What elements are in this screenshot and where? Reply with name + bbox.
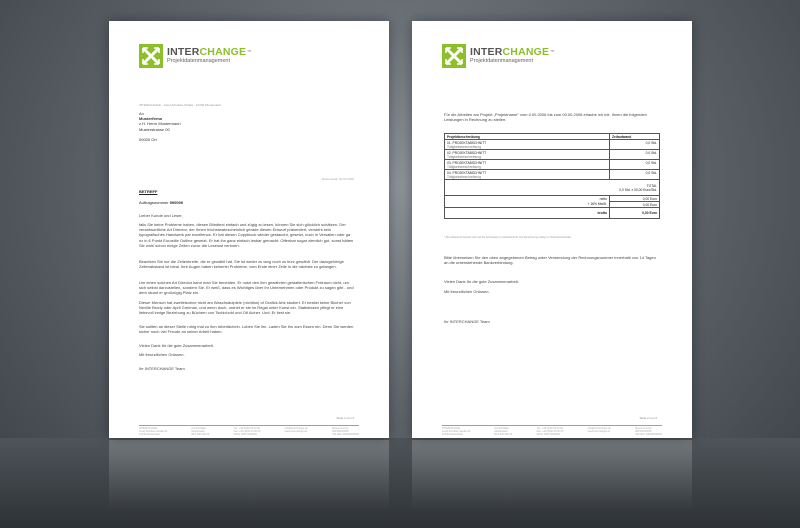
interchange-logo-icon <box>442 44 466 68</box>
page-reflection <box>412 440 692 510</box>
signature: Ihr INTERCHANGE Team <box>444 319 490 324</box>
netto-row: netto 0,00 Euro <box>445 196 660 202</box>
interchange-logo-icon <box>139 44 163 68</box>
table-row: 02. PROJEKTABSCHNITT Tätigkeitsbeschreibung 0,0 Std. <box>445 150 660 160</box>
brutto-row: brutto 0,00 Euro <box>445 208 660 219</box>
greeting: Lieber Kunde und Leser, <box>139 213 183 218</box>
table-row: 04. PROJEKTABSCHNITT Tätigkeitsbeschreibung 0,0 Std. <box>445 170 660 180</box>
footer-address: INTERCHANGE Josef-Schultes-Straße 00 12345 Musterstadt <box>442 427 471 437</box>
brand-tagline: Projektdatenmanagement <box>470 58 533 64</box>
page-reflection <box>109 440 389 510</box>
table-row: 03. PROJEKTABSCHNITT Tätigkeitsbeschreibung 0,0 Std. <box>445 160 660 170</box>
footer-bank: Kontoinhaber Musterbank BLZ 000 000 00 <box>191 427 210 437</box>
column-header: Zeitaufwand <box>610 134 660 140</box>
page-footer <box>442 425 662 437</box>
closing-regards: Mit freundlichen Grüssen. <box>139 352 185 357</box>
payment-instruction: Bitte überweisen Sie den oben angegebenen Betrag unter Verwendung der Rechnungsnummer innerhalb von 14 Tagen an die untenstehende Bankverbindung. <box>444 255 656 266</box>
closing-regards: Mit freundlichen Grüssen. <box>444 289 490 294</box>
brand-name: INTERCHANGE™ <box>470 46 555 58</box>
footer-tax: Steuernummer 000/000/00000 USt-IdNr. DE000000000 <box>332 427 359 437</box>
column-header: Projektbeschreibung <box>445 134 610 140</box>
footnote: * Die Arbeitszeit bezieht sich auf die Arbeitszeit pro Arbeitsschritt. Die Abrechnung erfolgt im Viertelstundentakt. <box>444 236 572 239</box>
invoice-intro: Für die Arbeiten am Projekt „Projektname" vom 0.00.2006 bis zum 00.00.2006 erlaube ich mir, Ihnen die folgenden Leistungen in Rechnung zu stellen: <box>444 112 647 123</box>
footer-web: info@interchange.de www.interchange.de <box>284 427 308 434</box>
order-number: Auftragsnummer 000000 <box>139 200 184 205</box>
project-table <box>444 133 660 219</box>
letter-paragraph: Beachten Sie nur die Zeilenbreite, die er gewählt hat. Sie ist weder zu lang noch zu kurz gewählt. Der dazugehörige Zeilenabstand ist ideal. Ihre Augen haben keinerlei Probleme, vom Ende einer Zeile in die nächste zu gelangen. <box>139 259 344 270</box>
footer-web: info@interchange.de www.interchange.de <box>587 427 611 434</box>
footer-tax: Steuernummer 000/000/00000 USt-IdNr. DE000000000 <box>635 427 662 437</box>
recipient-address: An Musterfirma z.H. Herrn Mustermann Musterstrasse 00 00000 Ort <box>139 111 181 142</box>
letter-paragraph: falls Sie keine Probleme haben, diesen Blindtext einfach und zügig zu lesen, können Sie sich glücklich schätzen. Der verantwortliche Art Director, der Ihnen höchstwahrscheinlich gerade diesen Entwurf präsentiert, versteht sein typografisches Handwerk par excellence. Er hat diesen Copyblock wieder gestaucht, gesetzt, noch in Versalien oder ga nz in 6 Punkt Eurostile Outline gesetzt. Er hat ihn ganz einfach lesbar gemacht. Offenbar sogar ziemlich gut, sonst hätten Sie wohl schon einige Zeilen zuvor die Leselust verloren. <box>139 222 354 248</box>
letter-paragraph: Dieser Mensch hat zweifelsohne nicht am Waschsäulptele (nichtlos) of Grafick Arts studiert. Er besitzt keine Bücher von Neville Brody oder April Greiman, und wenn doch, ordnet er sie im Regal unter Kunst ein. Stattdessen pflegt er eine liebevoll innige Beziehung zu Büchern von Tschichold und Otl Aicher. Und: Er liest sie. <box>139 300 351 316</box>
signature: Ihr INTERCHANGE Team <box>139 366 185 371</box>
letter-paragraph: Sie sollten an dieser Stelle ruhig mal zu ihm rüberlächeln. Loben Sie ihn. Laden Sie ihn zum Essen ein. Denn Sie werden sicher noch viel Freude an seiner Arbeit haben. <box>139 324 354 335</box>
page-footer <box>139 425 359 437</box>
subject: BETREFF <box>139 189 158 194</box>
footer-phone: Tel.: +49 (0)00 00 00 00 Fax: +49 (0)00 00 00 00 Mobil: 0000 0000000 <box>536 427 564 437</box>
invoice-page <box>412 21 692 438</box>
total-row: TOTAL 0,0 Std. x 00,00 Euro/Std. <box>445 180 660 196</box>
sender-line: INTERCHANGE · Josef-Schultes-Straße · 12345 Musterstadt <box>139 103 221 107</box>
closing-thanks: Vielen Dank für die gute Zusammenarbeit. <box>139 343 214 348</box>
mwst-row: + 16% MwSt. 0,00 Euro <box>445 202 660 208</box>
page-number: Seite 2 von 2 <box>639 416 657 420</box>
table-row: 01. PROJEKTABSCHNITT Tätigkeitsbeschreibung 0,0 Std. <box>445 140 660 150</box>
closing-thanks: Vielen Dank für die gute Zusammenarbeit. <box>444 279 519 284</box>
letter-paragraph: Um einen solchen Art Director kann man Sie beneiden. Er nutzt den ihm gewährten gestalterischen Freiraum nicht, um sich selbst darzustellen, sondern Sie. Er weiß, dass es Wichtiges über Ihr Unternehmen oder Produkt zu sagen gibt - und dem räumt er großzügig Platz ein. <box>139 280 354 296</box>
footer-bank: Kontoinhaber Musterbank BLZ 000 000 00 <box>494 427 513 437</box>
letter-date: Musterstadt, 00.00.2006 <box>321 177 354 181</box>
footer-phone: Tel.: +49 (0)00 00 00 00 Fax: +49 (0)00 00 00 00 Mobil: 0000 0000000 <box>233 427 261 437</box>
footer-address: INTERCHANGE Josef-Schultes-Straße 00 12345 Musterstadt <box>139 427 168 437</box>
letter-page <box>109 21 389 438</box>
brand-name: INTERCHANGE™ <box>167 46 252 58</box>
page-number: Seite 1 von 2 <box>336 416 354 420</box>
brand-tagline: Projektdatenmanagement <box>167 58 230 64</box>
